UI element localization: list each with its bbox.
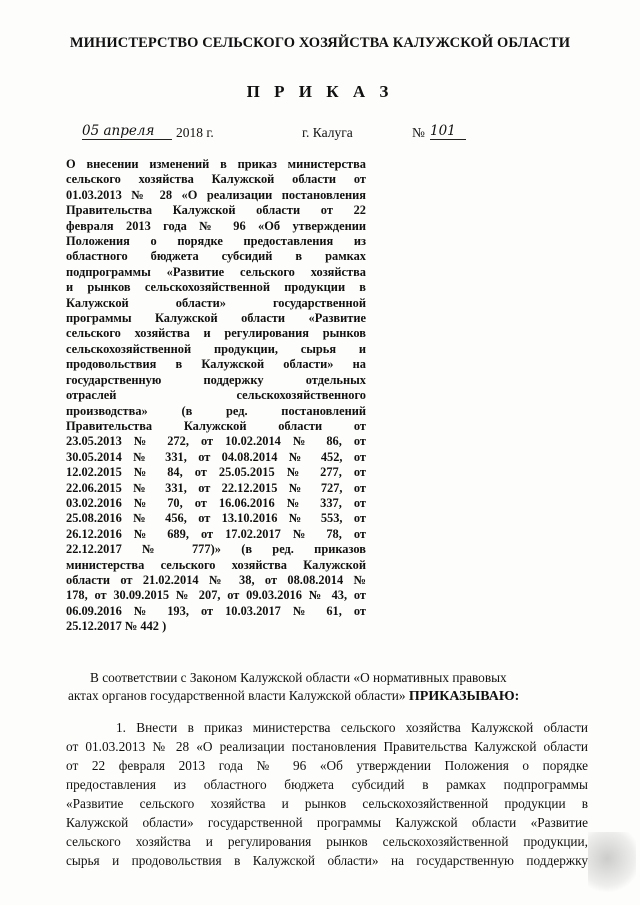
subject-line: сельского хозяйства и регулирования рынков (66, 326, 366, 341)
preamble-paragraph (68, 669, 586, 706)
subject-line: областного бюджета субсидий в рамках (66, 249, 366, 264)
scan-smudge (588, 832, 636, 898)
subject-line: О внесении изменений в приказ министерства (66, 157, 366, 171)
order-year: 2018 г. (176, 125, 214, 140)
subject-line: сельского хозяйства Калужской области от (66, 172, 366, 187)
subject-line: 01.03.2013 № 28 «О реализации постановления (66, 187, 366, 202)
body-line: сельского хозяйства и регулирования рынков сельскохозяйственной продукции, (66, 834, 588, 849)
subject-line: 03.02.2016 № 70, от 16.06.2016 № 337, от (66, 495, 366, 510)
subject-line: производства» (в ред. постановлений (66, 403, 366, 418)
preamble-line (68, 687, 586, 706)
subject-line: и рынков сельскохозяйственной продукции в (66, 280, 366, 295)
order-subject (66, 157, 366, 635)
ministry-heading: МИНИСТЕРСТВО СЕЛЬСКОГО ХОЗЯЙСТВА КАЛУЖСКОЙ ОБЛАСТИ (69, 35, 571, 51)
subject-line: сельскохозяйственной продукции, сырья и (66, 341, 366, 356)
subject-line: области от 21.02.2014 № 38, от 08.08.2014 № (66, 572, 366, 587)
subject-line: Правительства Калужской области от 22 (66, 203, 366, 218)
subject-line: 26.12.2016 № 689, от 17.02.2017 № 78, от (66, 526, 366, 541)
subject-line: 12.02.2015 № 84, от 25.05.2015 № 277, от (66, 465, 366, 480)
subject-line: 22.06.2015 № 331, от 22.12.2015 № 727, от (66, 480, 366, 495)
subject-line: Правительства Калужской области от (66, 418, 366, 433)
preamble-line-text: актах органов государственной власти Калужской области» (68, 688, 406, 703)
body-line: 1. Внести в приказ министерства сельского хозяйства Калужской области (116, 720, 588, 735)
handwritten-order-number: 101 (430, 125, 466, 140)
subject-line: 30.05.2014 № 331, от 04.08.2014 № 452, от (66, 449, 366, 464)
subject-line: 25.08.2016 № 456, от 13.10.2016 № 553, от (66, 511, 366, 526)
order-city: г. Калуга (302, 125, 353, 140)
directive-word: ПРИКАЗЫВАЮ: (408, 689, 520, 704)
body-line: сырья и продовольствия в Калужской области» на государственную поддержку (66, 853, 588, 868)
subject-line: отраслей сельскохозяйственного (66, 388, 366, 403)
body-line: «Развитие сельского хозяйства и рынков сельскохозяйственной продукции в (66, 796, 588, 811)
subject-line: 22.12.2017 № 777)» (в ред. приказов (66, 542, 366, 557)
subject-line: февраля 2013 года № 96 «Об утверждении (66, 218, 366, 233)
subject-line: министерства сельского хозяйства Калужской (66, 557, 366, 572)
body-line: Калужской области» государственной программы Калужской области «Развитие (66, 815, 588, 830)
handwritten-date: 05 апреля (82, 125, 172, 140)
subject-line: 23.05.2013 № 272, от 10.02.2014 № 86, от (66, 434, 366, 449)
subject-line: 178, от 30.09.2015 № 207, от 09.03.2016 № 43, от (66, 588, 366, 603)
body-line: предоставления из областного бюджета субсидий в рамках подпрограммы (66, 777, 588, 792)
body-line: от 01.03.2013 № 28 «О реализации постановления Правительства Калужской области (66, 739, 588, 754)
subject-line: Калужской области» государственной (66, 295, 366, 310)
subject-line: подпрограммы «Развитие сельского хозяйства (66, 264, 366, 279)
subject-line: 06.09.2016 № 193, от 10.03.2017 № 61, от (66, 603, 366, 618)
subject-line: 25.12.2017 № 442 ) (66, 619, 167, 634)
order-body (66, 718, 588, 870)
subject-line: Положения о порядке предоставления из (66, 234, 366, 249)
order-title: П Р И К А З (246, 82, 394, 101)
subject-line: программы Калужской области «Развитие (66, 311, 366, 326)
order-number-label: № (412, 125, 425, 140)
preamble-line: В соответствии с Законом Калужской области «О нормативных правовых (90, 670, 507, 685)
body-line: от 22 февраля 2013 года № 96 «Об утверждении Положения о порядке (66, 758, 588, 773)
subject-line: государственную поддержку отдельных (66, 372, 366, 387)
subject-line: продовольствия в Калужской области» на (66, 357, 366, 372)
